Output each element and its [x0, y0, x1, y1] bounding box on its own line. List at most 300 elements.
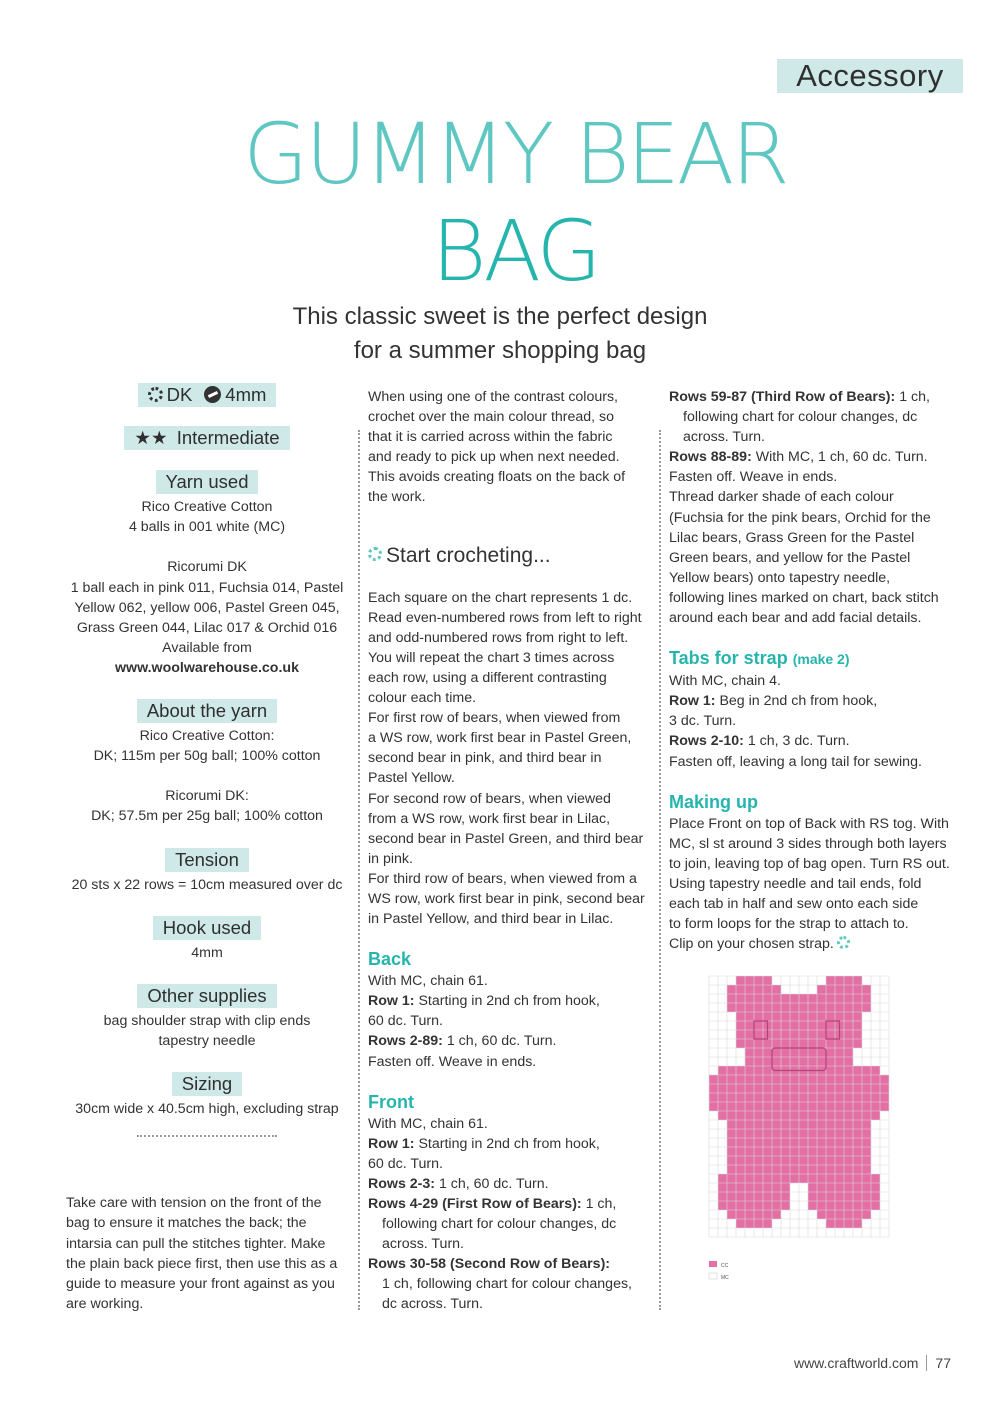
row-label: Rows 88-89: [669, 449, 752, 466]
chart-cell-cc [790, 1156, 799, 1165]
chart-cell-cc [790, 1111, 799, 1120]
footer-website[interactable]: www.craftworld.com [793, 1355, 919, 1371]
start-paragraph [368, 588, 654, 930]
chart-cell-cc [862, 1147, 871, 1156]
chart-cell-cc [772, 1138, 781, 1147]
hook-size: 4mm [225, 384, 267, 405]
chart-cell-cc [763, 1093, 772, 1102]
chart-cell-cc [808, 1003, 817, 1012]
chart-cell-cc [781, 1084, 790, 1093]
front-line: across. Turn. [382, 1236, 465, 1253]
chart-cell-cc [799, 994, 808, 1003]
tabs-row1 [669, 691, 959, 711]
chart-cell-cc [853, 1111, 862, 1120]
chart-cell-cc [790, 1129, 799, 1138]
chart-cell-cc [817, 1084, 826, 1093]
chart-cell-cc [781, 1129, 790, 1138]
making-line: to form loops for the strap to attach to. [669, 916, 909, 933]
chart-cell-cc [781, 1048, 790, 1057]
chart-cell-cc [826, 1084, 835, 1093]
chart-cell-cc [763, 976, 772, 985]
chart-cell-cc [727, 1102, 736, 1111]
chart-cell-cc [817, 1192, 826, 1201]
row-text: With MC, 1 ch, 60 dc. Turn. [751, 449, 928, 466]
chart-cell-cc [754, 1003, 763, 1012]
end-mark-icon [837, 936, 850, 949]
chart-cell-cc [853, 1201, 862, 1210]
page-footer [794, 1355, 951, 1371]
chart-cell-cc [835, 1129, 844, 1138]
chart-cell-cc [844, 1084, 853, 1093]
chart-cell-cc [745, 1075, 754, 1084]
chart-cell-cc [718, 1183, 727, 1192]
chart-cell-cc [817, 1048, 826, 1057]
chart-cell-cc [745, 1183, 754, 1192]
intro-line: When using one of the contrast colours, [368, 389, 618, 405]
tabs-heading [669, 646, 959, 671]
chart-cell-cc [781, 1138, 790, 1147]
chart-cell-cc [826, 1111, 835, 1120]
row-label: Rows 2-3: [368, 1175, 436, 1192]
chart-cell-cc [853, 1093, 862, 1102]
chart-cell-cc [808, 1012, 817, 1021]
legend-cc-label: CC [721, 1263, 729, 1269]
chart-cell-cc [754, 1021, 763, 1030]
chart-cell-cc [745, 1138, 754, 1147]
chart-cell-cc [781, 1093, 790, 1102]
chart-cell-cc [808, 1084, 817, 1093]
chart-cell-cc [799, 1120, 808, 1129]
chart-cell-cc [871, 1075, 880, 1084]
row-label: Row 1: [368, 993, 415, 1010]
chart-cell-cc [790, 1174, 799, 1183]
start-line: in Pastel Yellow, and third bear in Lilac. [368, 911, 614, 928]
chart-cell-cc [817, 1120, 826, 1129]
chart-cell-cc [853, 1021, 862, 1030]
chart-cell-cc [745, 976, 754, 985]
chart-cell-cc [754, 1093, 763, 1102]
chart-cell-cc [727, 1111, 736, 1120]
chart-cell-cc [736, 1084, 745, 1093]
chart-cell-cc [754, 1219, 763, 1228]
chart-cell-cc [790, 1075, 799, 1084]
chart-cell-cc [880, 1084, 889, 1093]
hook-heading: Hook used [153, 916, 261, 940]
front-heading: Front [368, 1091, 414, 1112]
chart-cell-cc [808, 1057, 817, 1066]
chart-cell-cc [781, 1183, 790, 1192]
chart-cell-cc [754, 1102, 763, 1111]
chart-cell-cc [844, 1093, 853, 1102]
instructions-column [368, 387, 654, 1315]
chart-cell-cc [709, 1093, 718, 1102]
chart-cell-cc [853, 1003, 862, 1012]
chart-cell-cc [844, 1201, 853, 1210]
chart-cell-cc [808, 1075, 817, 1084]
chart-cell-cc [790, 1021, 799, 1030]
row-label: Rows 4-29 (First Row of Bears): [368, 1196, 582, 1212]
chart-cell-cc [853, 985, 862, 994]
making-line: each tab in half and sew onto each side [669, 895, 919, 912]
chart-cell-cc [880, 1102, 889, 1111]
chart-cell-cc [754, 1129, 763, 1138]
intro-line: This avoids creating floats on the back of [368, 469, 626, 486]
chart-cell-cc [835, 1093, 844, 1102]
chart-cell-cc [799, 1102, 808, 1111]
back-line: Fasten off. Weave in ends. [368, 1053, 537, 1070]
chart-cell-cc [844, 1057, 853, 1066]
making-line: Clip on your chosen strap. [669, 936, 834, 953]
chart-cell-cc [826, 985, 835, 994]
chart-cell-cc [808, 1129, 817, 1138]
yarn-ball-icon [148, 387, 163, 402]
page-number: 77 [935, 1355, 951, 1371]
chart-cell-cc [826, 1066, 835, 1075]
chart-cell-cc [790, 1102, 799, 1111]
chart-cell-cc [799, 1030, 808, 1039]
chart-cell-cc [736, 1165, 745, 1174]
tension-heading: Tension [165, 848, 249, 872]
chart-cell-cc [772, 1183, 781, 1192]
chart-cell-cc [736, 1030, 745, 1039]
chart-cell-cc [781, 1165, 790, 1174]
chart-cell-cc [853, 1012, 862, 1021]
ricorumi-line: 1 ball each in pink 011, Fuchsia 014, Pastel [70, 579, 344, 596]
chart-cell-cc [763, 1111, 772, 1120]
chart-cell-cc [754, 1120, 763, 1129]
chart-cell-cc [880, 1075, 889, 1084]
chart-cell-cc [790, 1003, 799, 1012]
chart-cell-cc [772, 1039, 781, 1048]
chart-cell-cc [826, 1030, 835, 1039]
chart-cell-cc [826, 1219, 835, 1228]
chart-cell-cc [844, 1192, 853, 1201]
chart-cell-cc [754, 1210, 763, 1219]
row-text: 1 ch, 60 dc. Turn. [442, 1033, 557, 1050]
chart-cell-cc [718, 1093, 727, 1102]
ricorumi-heading: Ricorumi DK [167, 559, 247, 576]
supplier-link[interactable]: www.woolwarehouse.co.uk [115, 659, 299, 676]
start-crocheting-heading [368, 542, 654, 570]
ricorumi-line: Available from [162, 639, 252, 656]
chart-cell-cc [844, 1138, 853, 1147]
chart-cell-cc [790, 1093, 799, 1102]
front-row2 [368, 1174, 654, 1194]
back-row2 [368, 1031, 654, 1051]
chart-cell-cc [844, 1039, 853, 1048]
chart-cell-cc [736, 1012, 745, 1021]
chart-cell-cc [853, 1120, 862, 1129]
chart-cell-cc [718, 1174, 727, 1183]
chart-cell-cc [718, 1201, 727, 1210]
chart-cell-cc [835, 1075, 844, 1084]
chart-cell-cc [799, 1165, 808, 1174]
chart-cell-cc [853, 1129, 862, 1138]
chart-cell-cc [853, 1102, 862, 1111]
chart-cell-cc [754, 976, 763, 985]
chart-cell-cc [781, 1102, 790, 1111]
chart-cell-cc [817, 994, 826, 1003]
chart-cell-cc [763, 1003, 772, 1012]
chart-cell-cc [745, 1066, 754, 1075]
chart-cell-cc [862, 1183, 871, 1192]
chart-cell-cc [727, 994, 736, 1003]
chart-cell-cc [826, 1210, 835, 1219]
chart-cell-cc [772, 1030, 781, 1039]
instructions-column-2 [669, 387, 959, 954]
chart-cell-cc [763, 1165, 772, 1174]
chart-cell-cc [781, 1156, 790, 1165]
chart-cell-cc [745, 1030, 754, 1039]
chart-cell-cc [736, 1219, 745, 1228]
chart-cell-cc [808, 1039, 817, 1048]
chart-cell-cc [817, 1147, 826, 1156]
weight-hook-badge [138, 383, 277, 407]
chart-cell-cc [862, 1003, 871, 1012]
chart-cell-cc [835, 1012, 844, 1021]
chart-cell-cc [808, 1138, 817, 1147]
chart-cell-cc [853, 1075, 862, 1084]
chart-cell-cc [727, 1174, 736, 1183]
chart-cell-cc [817, 985, 826, 994]
hook-icon [204, 386, 221, 403]
about-line: DK; 115m per 50g ball; 100% cotton [93, 748, 321, 765]
chart-cell-cc [718, 1066, 727, 1075]
legend-mc-label: MC [721, 1275, 729, 1281]
chart-cell-cc [772, 1057, 781, 1066]
chart-cell-cc [817, 1138, 826, 1147]
chart-cell-cc [853, 1183, 862, 1192]
chart-cell-cc [763, 1219, 772, 1228]
chart-cell-cc [817, 1102, 826, 1111]
row-text: Starting in 2nd ch from hook, [414, 1135, 600, 1152]
row-text: Starting in 2nd ch from hook, [414, 993, 600, 1010]
chart-cell-cc [754, 994, 763, 1003]
chart-cell-cc [799, 1012, 808, 1021]
chart-cell-cc [835, 1066, 844, 1075]
chart-cell-cc [871, 1183, 880, 1192]
chart-cell-cc [745, 1003, 754, 1012]
chart-cell-cc [862, 1084, 871, 1093]
chart-cell-cc [835, 994, 844, 1003]
chart-cell-cc [817, 1021, 826, 1030]
chart-cell-cc [736, 1129, 745, 1138]
supplies-line: bag shoulder strap with clip ends [103, 1012, 311, 1029]
chart-cell-cc [772, 985, 781, 994]
chart-cell-cc [853, 1192, 862, 1201]
chart-cell-cc [754, 1039, 763, 1048]
about-yarn-heading: About the yarn [137, 699, 277, 723]
chart-cell-cc [835, 1183, 844, 1192]
chart-cell-cc [754, 1165, 763, 1174]
chart-cell-cc [808, 1201, 817, 1210]
chart-cell-cc [844, 1012, 853, 1021]
chart-cell-cc [817, 1111, 826, 1120]
chart-cell-cc [745, 1192, 754, 1201]
chart-cell-cc [718, 1111, 727, 1120]
legend-mc-swatch [709, 1273, 717, 1279]
about-line: Rico Creative Cotton: [139, 728, 275, 745]
chart-cell-cc [808, 1147, 817, 1156]
chart-cell-cc [835, 1138, 844, 1147]
chart-cell-cc [709, 1102, 718, 1111]
chart-cell-cc [862, 1156, 871, 1165]
chart-cell-cc [754, 1048, 763, 1057]
chart-cell-cc [835, 1219, 844, 1228]
front-instructions [368, 1114, 654, 1315]
row-text: following chart for colour changes, dc [683, 409, 918, 426]
row59 [669, 387, 959, 407]
hook-text: 4mm [191, 944, 223, 961]
pattern-info-column [62, 383, 352, 1314]
chart-cell-cc [745, 1210, 754, 1219]
chart-cell-cc [817, 1012, 826, 1021]
chart-cell-cc [772, 1120, 781, 1129]
chart-cell-cc [763, 1192, 772, 1201]
tip-line: bag to ensure it matches the back; the [66, 1215, 307, 1232]
back-line: With MC, chain 61. [368, 973, 488, 990]
chart-cell-cc [790, 1147, 799, 1156]
chart-cell-cc [790, 1039, 799, 1048]
chart-cell-cc [745, 1156, 754, 1165]
chart-cell-cc [736, 1156, 745, 1165]
chart-cell-cc [727, 1210, 736, 1219]
row-label: Row 1: [368, 1135, 415, 1152]
chart-cell-cc [745, 1174, 754, 1183]
intro-paragraph [368, 387, 654, 508]
difficulty-level: Intermediate [176, 427, 280, 449]
chart-cell-cc [745, 1012, 754, 1021]
chart-cell-cc [790, 994, 799, 1003]
chart-cell-cc [862, 1111, 871, 1120]
chart-cell-cc [727, 1201, 736, 1210]
chart-cell-cc [754, 985, 763, 994]
chart-cell-cc [727, 1192, 736, 1201]
start-line: For first row of bears, when viewed from [368, 710, 621, 727]
intro-line: that it is carried across within the fabric [368, 429, 613, 446]
chart-cell-cc [862, 1075, 871, 1084]
chart-cell-cc [844, 1120, 853, 1129]
chart-cell-cc [745, 1039, 754, 1048]
chart-cell-cc [826, 1048, 835, 1057]
row-label: Rows 30-58 (Second Row of Bears): [368, 1256, 611, 1273]
chart-cell-cc [736, 1003, 745, 1012]
chart-cell-cc [790, 1165, 799, 1174]
chart-cell-cc [799, 1075, 808, 1084]
chart-cell-cc [745, 1084, 754, 1093]
chart-cell-cc [745, 1048, 754, 1057]
supplies-line: tapestry needle [158, 1033, 256, 1050]
chart-cell-cc [781, 1021, 790, 1030]
chart-cell-cc [817, 1003, 826, 1012]
chart-cell-cc [826, 1129, 835, 1138]
chart-cell-cc [826, 1147, 835, 1156]
chart-cell-cc [745, 985, 754, 994]
tabs-instructions [669, 671, 959, 771]
chart-cell-cc [799, 1093, 808, 1102]
start-line: a WS row, work first bear in Pastel Green, [368, 730, 632, 747]
row-text: 1 ch, 60 dc. Turn. [435, 1175, 549, 1192]
chart-cell-cc [862, 1210, 871, 1219]
chart-cell-cc [835, 1192, 844, 1201]
chart-cell-cc [763, 1075, 772, 1084]
chart-cell-cc [799, 1039, 808, 1048]
chart-cell-cc [799, 1129, 808, 1138]
front-line: With MC, chain 61. [368, 1115, 488, 1132]
chart-cell-cc [835, 1165, 844, 1174]
chart-cell-cc [754, 1111, 763, 1120]
yarn-used-heading: Yarn used [156, 470, 259, 494]
start-line: Read even-numbered rows from left to right [368, 609, 642, 626]
chart-cell-cc [727, 1129, 736, 1138]
chart-cell-cc [736, 1021, 745, 1030]
chart-cell-cc [754, 1147, 763, 1156]
chart-cell-cc [862, 1138, 871, 1147]
chart-cell-cc [826, 1003, 835, 1012]
chart-cell-cc [781, 1201, 790, 1210]
chart-cell-cc [790, 1057, 799, 1066]
chart-cell-cc [853, 1219, 862, 1228]
chart-cell-cc [826, 1012, 835, 1021]
chart-cell-cc [835, 1201, 844, 1210]
chart-cell-cc [754, 1192, 763, 1201]
chart-cell-cc [790, 1012, 799, 1021]
chart-cell-cc [781, 1039, 790, 1048]
yarn-line: 4 balls in 001 white (MC) [128, 519, 286, 536]
chart-cell-cc [763, 985, 772, 994]
chart-cell-cc [835, 1003, 844, 1012]
chart-cell-cc [826, 1102, 835, 1111]
row-text: 1 ch, 3 dc. Turn. [743, 733, 850, 750]
chart-cell-cc [826, 1174, 835, 1183]
section-tag: Accessory [777, 59, 963, 93]
chart-cell-cc [736, 985, 745, 994]
chart-cell-cc [871, 1192, 880, 1201]
column-divider [659, 430, 661, 1310]
chart-cell-cc [799, 1021, 808, 1030]
chart-cell-cc [781, 1030, 790, 1039]
row-text: across. Turn. [683, 429, 766, 446]
chart-cell-cc [745, 1165, 754, 1174]
chart-cell-cc [781, 1075, 790, 1084]
chart-cell-cc [817, 1174, 826, 1183]
chart-cell-cc [871, 1084, 880, 1093]
tension-text: 20 sts x 22 rows = 10cm measured over dc [71, 876, 343, 893]
row-label: Rows 2-89: [368, 1033, 443, 1050]
chart-cell-cc [727, 1093, 736, 1102]
chart-cell-cc [727, 1147, 736, 1156]
chart-cell-cc [799, 1084, 808, 1093]
yarn-weight: DK [166, 384, 193, 405]
chart-cell-cc [844, 985, 853, 994]
chart-cell-cc [844, 1165, 853, 1174]
chart-cell-cc [736, 994, 745, 1003]
chart-cell-cc [817, 1165, 826, 1174]
intro-line: crochet over the main colour thread, so [368, 409, 615, 426]
chart-cell-cc [862, 1120, 871, 1129]
subtitle-line: This classic sweet is the perfect design [292, 303, 708, 330]
chart-cell-cc [745, 1093, 754, 1102]
chart-cell-cc [736, 1210, 745, 1219]
chart-cell-cc [763, 1102, 772, 1111]
chart-cell-cc [736, 1111, 745, 1120]
chart-cell-cc [736, 1192, 745, 1201]
fasten-line: Fasten off. Weave in ends. [669, 469, 838, 486]
chart-cell-cc [835, 1048, 844, 1057]
making-line: Using tapestry needle and tail ends, fold [669, 875, 922, 892]
chart-cell-cc [718, 1102, 727, 1111]
chart-cell-cc [736, 1102, 745, 1111]
